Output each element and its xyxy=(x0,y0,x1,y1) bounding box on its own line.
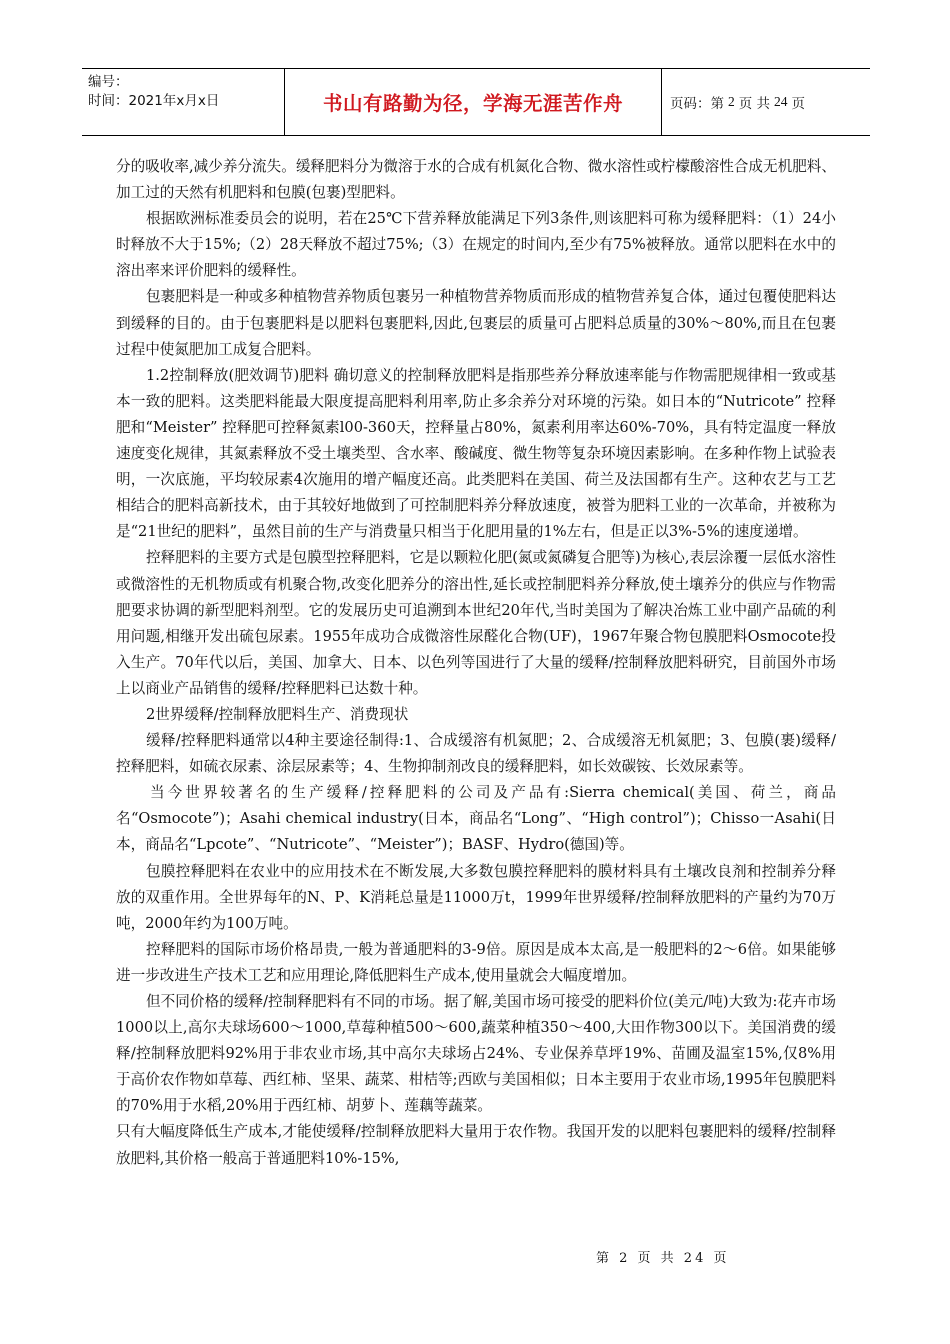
page-current: 2 xyxy=(728,94,735,109)
header-meta xyxy=(82,69,284,135)
document-time-label: 时间：2021年x月x日 xyxy=(88,93,220,109)
paragraph: 包膜控释肥料在农业中的应用技术在不断发展,大多数包膜控释肥料的膜材料具有土壤改良剂和控制养分释放的双重作用。全世界每年的N、P、K消耗总量是11000万t，1999年世界缓释/控制释放肥料的产量约为70万吨，2000年约为100万吨。 xyxy=(116,862,836,932)
paragraph: 控释肥料的主要方式是包膜型控释肥料，它是以颗粒化肥(氮或氮磷复合肥等)为核心,表层涂覆一层低水溶性或微溶性的无机物质或有机聚合物,改变化肥养分的溶出性,延长或控制肥料养分释放,使土壤养分的供应与作物需肥要求协调的新型肥料剂型。它的发展历史可追溯到本世纪20年代,当时美国为了解决冶炼工业中副产品硫的利用问题,相继开发出硫包尿素。1955年成功合成微溶性尿醛化合物(UF)，1967年聚合物包膜肥料Osmocote投入生产。70年代以后，美国、加拿大、日本、以色列等国进行了大量的缓释/控制释放肥料研究，目前国外市场上以商业产品销售的缓释/控释肥料已达数十种。 xyxy=(116,549,836,697)
header-page-indicator xyxy=(662,69,870,135)
header-motto: 书山有路勤为径，学海无涯苦作舟 xyxy=(284,69,662,135)
paragraph: 但不同价格的缓释/控制释肥料有不同的市场。据了解,美国市场可接受的肥料价位(美元/吨)大致为:花卉市场1000以上,高尔夫球场600～1000,草莓种植500～600,蔬菜种植350～400,大田作物300以下。美国消费的缓释/控制释放肥料92%用于非农业市场,其中高尔夫球场占24%、专业保养草坪19%、苗圃及温室15%,仅8%用于高价农作物如草莓、西红柿、坚果、蔬菜、柑桔等;西欧与美国相似；日本主要用于农业市场,1995年包膜肥料的70%用于水稻,20%用于西红柿、胡萝卜、莲藕等蔬菜。 xyxy=(116,993,836,1115)
paragraph: 根据欧洲标准委员会的说明，若在25℃下营养释放能满足下列3条件,则该肥料可称为缓释肥料：（1）24小时释放不大于15%;（2）28天释放不超过75%;（3）在规定的时间内,至少有75%被释放。通常以肥料在水中的溶出率来评价肥料的缓释性。 xyxy=(116,210,836,280)
paragraph: 分的吸收率,减少养分流失。缓释肥料分为微溶于水的合成有机氮化合物、微水溶性或柠檬酸溶性合成无机肥料、加工过的天然有机肥料和包膜(包裹)型肥料。 xyxy=(116,158,836,202)
page-prefix: 页码：第 xyxy=(670,96,724,112)
document-number-label: 编号： xyxy=(88,74,129,90)
page-total: 24 xyxy=(774,94,788,109)
paragraph: 控释肥料的国际市场价格昂贵,一般为普通肥料的3-9倍。原因是成本太高,是一般肥料的2～6倍。如果能够进一步改进生产技术工艺和应用理论,降低肥料生产成本,使用量就会大幅度增加。 xyxy=(116,940,836,984)
paragraph: 包裹肥料是一种或多种植物营养物质包裹另一种植物营养物质而形成的植物营养复合体，通过包覆使肥料达到缓释的目的。由于包裹肥料是以肥料包裹肥料,因此,包裹层的质量可占肥料总质量的30%～80%,而且在包裹过程中使氮肥加工成复合肥料。 xyxy=(116,288,836,358)
paragraph: 只有大幅度降低生产成本,才能使缓释/控制释放肥料大量用于农作物。我国开发的以肥料包裹肥料的缓释/控制释放肥料,其价格一般高于普通肥料10%-15%, xyxy=(116,1123,836,1167)
page-footer: 第 2 页 共 24 页 xyxy=(596,1251,730,1266)
section-heading: 2世界缓释/控制释放肥料生产、消费现状 xyxy=(146,705,409,723)
page-header xyxy=(82,68,870,136)
page-middle: 页 共 xyxy=(738,96,771,112)
paragraph: 缓释/控释肥料通常以4种主要途径制得:1、合成缓溶有机氮肥；2、合成缓溶无机氮肥；3、包膜(裹)缓释/控释肥料，如硫衣尿素、涂层尿素等；4、生物抑制剂改良的缓释肥料，如长效碳铵、长效尿素等。 xyxy=(116,732,836,776)
paragraph: 1.2控制释放(肥效调节)肥料 确切意义的控制释放肥料是指那些养分释放速率能与作物需肥规律相一致或基本一致的肥料。这类肥料能最大限度提高肥料利用率,防止多余养分对环境的污染。如日本的“Nutricote” 控释肥和“Meister” 控释肥可控释氮素l00-360天，控释量占80%，氮素利用率达60%-70%，具有特定温度一释放速度变化规律，其氮素释放不受土壤类型、含水率、酸碱度、微生物等复杂环境因素影响。在多种作物上试验表明，一次底施，平均较尿素4次施用的增产幅度还高。此类肥料在美国、荷兰及法国都有生产。这种农艺与工艺相结合的肥料高新技术，由于其较好地做到了可控制肥料养分释放速度，被誉为肥料工业的一次革命，并被称为是“21世纪的肥料”，虽然目前的生产与消费量只相当于化肥用量的1%左右，但是正以3%-5%的速度递增。 xyxy=(116,366,836,541)
page-suffix: 页 xyxy=(791,96,806,112)
paragraph: 当今世界较著名的生产缓释/控释肥料的公司及产品有:Sierra chemical(美国、荷兰，商品名“Osmocote”)；Asahi chemical industry(日本，商品名“Long”、“High control”)；Chisso一Asahi(日本，商品名“Lpcote”、“Nutricote”、“Meister”)；BASF、Hydro(德国)等。 xyxy=(116,784,836,854)
document-body xyxy=(116,154,836,1172)
